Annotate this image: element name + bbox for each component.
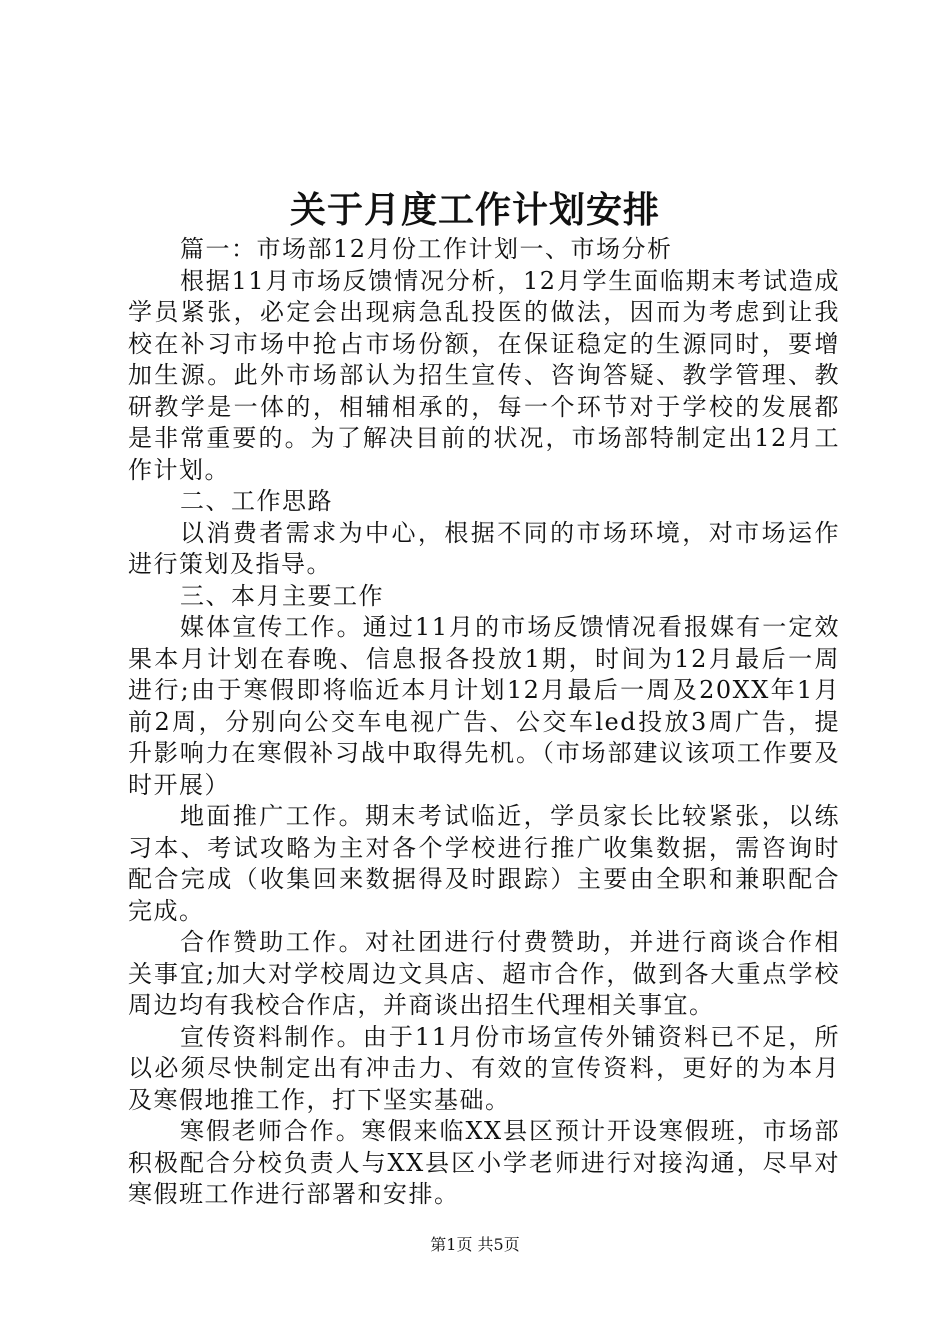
paragraph-section-three-heading: 三、本月主要工作 bbox=[180, 581, 384, 610]
paragraph-sponsorship: 合作赞助工作。对社团进行付费赞助，并进行商谈合作相关事宜;加大对学校周边文具店、超市合作，做到各大重点学校周边均有我校合作店，并商谈出招生代理相关事宜。 bbox=[128, 928, 840, 1019]
paragraph-media-promotion: 媒体宣传工作。通过11月的市场反馈情况看报媒有一定效果本月计划在春晚、信息报各投放1期，时间为12月最后一周进行;由于寒假即将临近本月计划12月最后一周及20XX年1月前2周，分别向公交车电视广告、公交车led投放3周广告，提升影响力在寒假补习战中取得先机。（市场部建议该项工作要及时开展） bbox=[128, 613, 840, 799]
page-number-footer: 第1页 共5页 bbox=[430, 1235, 520, 1254]
paragraph-promo-materials: 宣传资料制作。由于11月份市场宣传外铺资料已不足，所以必须尽快制定出有冲击力、有效的宣传资料，更好的为本月及寒假地推工作，打下坚实基础。 bbox=[128, 1022, 840, 1114]
paragraph-winter-teachers: 寒假老师合作。寒假来临XX县区预计开设寒假班，市场部积极配合分校负责人与XX县区小学老师进行对接沟通，尽早对寒假班工作进行部署和安排。 bbox=[128, 1117, 840, 1208]
document-title: 关于月度工作计划安排 bbox=[289, 189, 660, 231]
paragraph-section-two-heading: 二、工作思路 bbox=[180, 487, 333, 515]
document-body bbox=[128, 234, 840, 1211]
paragraph-ground-promotion: 地面推广工作。期末考试临近，学员家长比较紧张，以练习本、考试攻略为主对各个学校进行推广收集数据，需咨询时配合完成（收集回来数据得及时跟踪）主要由全职和兼职配合完成。 bbox=[128, 802, 840, 925]
paragraph-section-one-heading: 篇一：市场部12月份工作计划一、市场分析 bbox=[180, 235, 673, 263]
paragraph-work-approach: 以消费者需求为中心，根据不同的市场环境，对市场运作进行策划及指导。 bbox=[128, 518, 840, 578]
paragraph-market-analysis: 根据11月市场反馈情况分析，12月学生面临期末考试造成学员紧张，必定会出现病急乱投医的做法，因而为考虑到让我校在补习市场中抢占市场份额，在保证稳定的生源同时，要增加生源。此外市场部认为招生宣传、咨询答疑、教学管理、教研教学是一体的，相辅相承的，每一个环节对于学校的发展都是非常重要的。为了解决目前的状况，市场部特制定出12月工作计划。 bbox=[128, 266, 840, 484]
